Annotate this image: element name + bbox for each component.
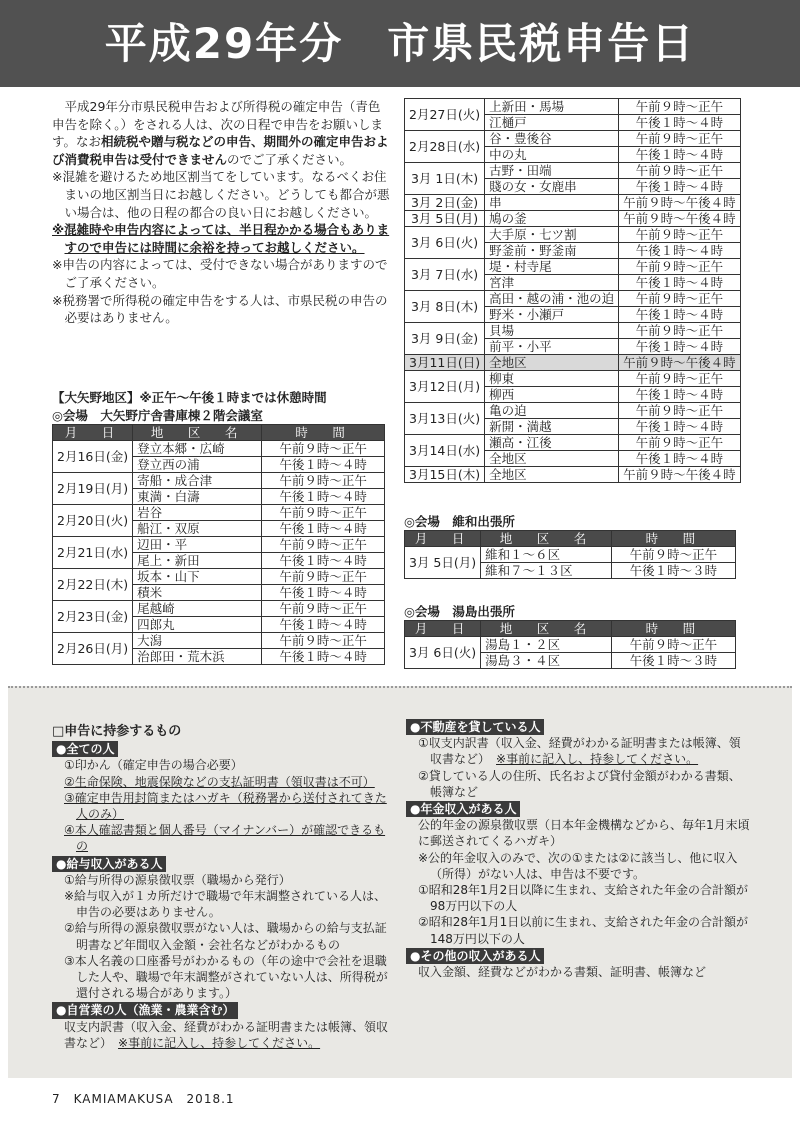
list-item: ②昭和28年1月1日以前に生まれ、支給された年金の合計額が148万円以下の人 (418, 915, 749, 946)
area-cell: 全地区 (485, 451, 619, 467)
area-cell: 維和７～１３区 (481, 563, 612, 579)
area-cell: 貝場 (485, 323, 619, 339)
date-cell: 3月 5日(月) (405, 211, 485, 227)
time-cell: 午前９時～正午 (619, 371, 741, 387)
list-item: ①給与所得の源泉徴収票（職場から発行） (64, 872, 291, 887)
time-cell: 午前９時～正午 (262, 537, 385, 553)
time-cell: 午後１時～４時 (262, 553, 385, 569)
time-cell: 午後１時～４時 (619, 419, 741, 435)
self-item-text: 収支内訳書（収入金、経費がわかる証明書または帳簿、領収書など） (64, 1019, 389, 1050)
area-cell: 辺田・平 (133, 537, 262, 553)
date-cell: 3月 6日(火) (405, 637, 481, 669)
self-item-note: ※事前に記入し、持参してください。 (118, 1035, 321, 1050)
time-cell: 午後１時～４時 (619, 339, 741, 355)
area-cell: 堤・村寺尾 (485, 259, 619, 275)
time-cell: 午後１時～４時 (262, 489, 385, 505)
date-cell: 2月16日(金) (53, 441, 133, 473)
niwa-venue: ◎会場 維和出張所 (404, 514, 515, 529)
yushima-venue: ◎会場 湯島出張所 (404, 604, 515, 619)
time-cell: 午後１時～４時 (619, 243, 741, 259)
note-time-warning: ※混雑時や申告内容によっては、半日程かかる場合もありますので申告には時間に余裕を持ってお越しください。 (52, 222, 390, 255)
date-cell: 3月14日(水) (405, 435, 485, 467)
time-cell: 午前９時～正午 (262, 473, 385, 489)
time-cell: 午前９時～正午 (619, 99, 741, 115)
area-cell: 積米 (133, 585, 262, 601)
list-item (406, 735, 752, 767)
table-row (53, 569, 385, 585)
table-row (405, 227, 741, 243)
area-cell: 東満・白濤 (133, 489, 262, 505)
yushima-schedule-table (404, 620, 736, 669)
col-time: 時 間 (611, 531, 735, 547)
time-cell: 午前９時～午後４時 (619, 355, 741, 371)
date-cell: 3月12日(月) (405, 371, 485, 403)
table-row (405, 435, 741, 451)
table-row (53, 601, 385, 617)
time-cell: 午前９時～午後４時 (619, 467, 741, 483)
time-cell: 午前９時～正午 (619, 403, 741, 419)
time-cell: 午前９時～正午 (262, 569, 385, 585)
table-row (405, 195, 741, 211)
intro-paragraph (52, 98, 392, 168)
area-cell: 野米・小瀬戸 (485, 307, 619, 323)
table-row (53, 473, 385, 489)
col-date: 月 日 (405, 621, 481, 637)
time-cell: 午後１時～４時 (262, 617, 385, 633)
time-cell: 午後１時～４時 (262, 521, 385, 537)
rent-item-text: ①収支内訳書（収入金、経費がわかる証明書または帳簿、領収書など） (418, 736, 741, 767)
table-row (53, 537, 385, 553)
date-cell: 3月13日(火) (405, 403, 485, 435)
area-cell: 岩谷 (133, 505, 262, 521)
table-row (405, 99, 741, 115)
date-cell: 3月 9日(金) (405, 323, 485, 355)
date-cell: 2月28日(水) (405, 131, 485, 163)
bring-left-column (52, 724, 392, 1051)
time-cell: 午後１時～４時 (619, 147, 741, 163)
area-cell: 船江・双原 (133, 521, 262, 537)
date-cell: 2月26日(月) (53, 633, 133, 665)
table-row (405, 163, 741, 179)
area-cell: 亀の迫 (485, 403, 619, 419)
time-cell: 午前９時～正午 (262, 633, 385, 649)
list-item: ③確定申告用封筒またはハガキ（税務署から送付されてきた人のみ） (64, 790, 387, 822)
time-cell: 午後１時～４時 (619, 307, 741, 323)
date-cell: 3月15日(木) (405, 467, 485, 483)
list-item: 公的年金の源泉徴収票（日本年金機構などから、毎年1月末頃に郵送されてくるハガキ） (418, 818, 750, 849)
date-cell: 2月20日(火) (53, 505, 133, 537)
time-cell: 午後１時～４時 (262, 585, 385, 601)
time-cell: 午前９時～正午 (262, 505, 385, 521)
area-cell: 前平・小平 (485, 339, 619, 355)
area-cell: 江樋戸 (485, 115, 619, 131)
time-cell: 午後１時～４時 (619, 451, 741, 467)
page-title: 平成29年分 市県民税申告日 (0, 0, 800, 87)
self-employed-heading: ●自営業の人（漁業・農業含む） (52, 1002, 238, 1018)
time-cell: 午前９時～正午 (619, 323, 741, 339)
oyano-venue: ◎会場 大矢野庁舎書庫棟２階会議室 (52, 408, 263, 423)
area-cell: 寄船・成合津 (133, 473, 262, 489)
area-cell: 登立本郷・広崎 (133, 441, 262, 457)
table-row (405, 467, 741, 483)
time-cell: 午前９時～正午 (611, 637, 735, 653)
area-cell: 湯島３・４区 (481, 653, 612, 669)
list-item: 収入金額、経費などがわかる書類、証明書、帳簿など (418, 965, 707, 980)
area-cell: 野釜前・野釜南 (485, 243, 619, 259)
table-row (405, 355, 741, 371)
time-cell: 午前９時～正午 (619, 435, 741, 451)
area-cell: 古野・田端 (485, 163, 619, 179)
date-cell: 2月21日(水) (53, 537, 133, 569)
intro-text: 平成29年分市県民税申告および所得税の確定申告（青色申告を除く。）をされる人は、次の日程で申告をお願いします。なお (52, 99, 384, 150)
time-cell: 午後１時～４時 (619, 275, 741, 291)
area-cell: 大手原・七ツ割 (485, 227, 619, 243)
time-cell: 午前９時～正午 (619, 163, 741, 179)
time-cell: 午後１時～４時 (619, 115, 741, 131)
time-cell: 午前９時～正午 (262, 441, 385, 457)
date-cell: 3月 1日(木) (405, 163, 485, 195)
table-row (405, 323, 741, 339)
area-cell: 新開・満越 (485, 419, 619, 435)
area-cell: 尾越崎 (133, 601, 262, 617)
oyano-schedule-table (52, 424, 385, 665)
date-cell: 3月11日(日) (405, 355, 485, 371)
area-cell: 瀬高・江後 (485, 435, 619, 451)
table-row (405, 259, 741, 275)
time-cell: 午前９時～正午 (619, 259, 741, 275)
time-cell: 午後１時～４時 (619, 179, 741, 195)
date-cell: 3月 7日(水) (405, 259, 485, 291)
rent-item-note: ※事前に記入し、持参してください。 (496, 752, 699, 767)
col-time: 時 間 (262, 425, 385, 441)
table-row (53, 505, 385, 521)
date-cell: 3月 2日(金) (405, 195, 485, 211)
col-area: 地 区 名 (133, 425, 262, 441)
time-cell: 午前９時～正午 (619, 227, 741, 243)
area-cell: 四郎丸 (133, 617, 262, 633)
area-cell: 全地区 (485, 355, 619, 371)
oyano-schedule-table-continued (404, 98, 741, 483)
pension-heading: ●年金収入がある人 (406, 801, 520, 817)
other-income-heading: ●その他の収入がある人 (406, 948, 544, 964)
date-cell: 3月 5日(月) (405, 547, 481, 579)
area-cell: 宮津 (485, 275, 619, 291)
page-footer: 7 KAMIAMAKUSA 2018.1 (52, 1092, 235, 1106)
date-cell: 2月19日(月) (53, 473, 133, 505)
date-cell: 2月27日(火) (405, 99, 485, 131)
intro-bold-text: 相続税や贈与税などの申告、期間外の確定申告および消費税申告は受付できません (52, 134, 389, 167)
time-cell: 午前９時～正午 (619, 131, 741, 147)
area-cell: 大潟 (133, 633, 262, 649)
area-cell: 坂本・山下 (133, 569, 262, 585)
intro (52, 98, 392, 327)
area-cell: 串 (485, 195, 619, 211)
list-item: ①印かん（確定申告の場合必要） (64, 758, 243, 773)
table-row (405, 211, 741, 227)
area-cell: 全地区 (485, 467, 619, 483)
bring-items-panel (8, 686, 792, 1078)
intro-text-end: のでご了承ください。 (227, 151, 353, 167)
time-cell: 午前９時～正午 (611, 547, 735, 563)
time-cell: 午後１時～４時 (262, 649, 385, 665)
niwa-schedule-table (404, 530, 736, 579)
col-area: 地 区 名 (481, 621, 612, 637)
time-cell: 午前９時～午後４時 (619, 195, 741, 211)
bring-title: □申告に持参するもの (52, 724, 182, 739)
time-cell: 午前９時～正午 (262, 601, 385, 617)
list-item: ③本人名義の口座番号がわかるもの（年の途中で会社を退職した人や、職場で年末調整がされていない人は、所得税が還付される場合があります。） (64, 953, 388, 1001)
table-row (53, 633, 385, 649)
list-item: ※公的年金収入のみで、次の①または②に該当し、他に収入（所得）がない人は、申告は不要です。 (418, 850, 738, 881)
oyano-area-heading (52, 388, 327, 424)
time-cell: 午後１時～３時 (611, 653, 735, 669)
col-date: 月 日 (53, 425, 133, 441)
list-item (52, 1019, 392, 1051)
area-cell: 湯島１・２区 (481, 637, 612, 653)
table-row (405, 291, 741, 307)
col-date: 月 日 (405, 531, 481, 547)
area-cell: 上新田・馬場 (485, 99, 619, 115)
all-people-heading: ●全ての人 (52, 741, 118, 757)
col-area: 地 区 名 (481, 531, 612, 547)
list-item: ②生命保険、地震保険などの支払証明書（領収書は不可） (64, 774, 375, 789)
note-area-assignment: ※混雑を避けるため地区割当てをしています。なるべくお住まいの地区割当日にお越しください。どうしても都合が悪い場合は、他の日程の都合の良い日にお越しください。 (52, 169, 390, 220)
rental-heading: ●不動産を貸している人 (406, 719, 544, 735)
area-cell: 柳西 (485, 387, 619, 403)
area-cell: 高田・越の浦・池の迫 (485, 291, 619, 307)
table-row (405, 371, 741, 387)
date-cell: 2月22日(木) (53, 569, 133, 601)
time-cell: 午後１時～４時 (262, 457, 385, 473)
area-cell: 鳩の釜 (485, 211, 619, 227)
time-cell: 午前９時～午後４時 (619, 211, 741, 227)
table-row (405, 547, 736, 563)
date-cell: 2月23日(金) (53, 601, 133, 633)
list-item: ※給与収入が１カ所だけで職場で年末調整されている人は、申告の必要はありません。 (64, 889, 387, 920)
note-tax-office: ※税務署で所得税の確定申告をする人は、市県民税の申告の必要はありません。 (52, 292, 388, 326)
date-cell: 3月 8日(木) (405, 291, 485, 323)
table-row (53, 441, 385, 457)
area-cell: 柳東 (485, 371, 619, 387)
area-cell: 賤の女・女鹿串 (485, 179, 619, 195)
time-cell: 午前９時～正午 (619, 291, 741, 307)
date-cell: 3月 6日(火) (405, 227, 485, 259)
oyano-title: 【大矢野地区】※正午～午後１時までは休憩時間 (52, 390, 327, 405)
list-item: ②給与所得の源泉徴収票がない人は、職場からの給与支払証明書など年間収入金額・会社名などがわかるもの (64, 921, 387, 952)
area-cell: 維和１～６区 (481, 547, 612, 563)
list-item: ④本人確認書類と個人番号（マイナンバー）が確認できるもの (64, 823, 386, 854)
time-cell: 午後１時～４時 (619, 387, 741, 403)
list-item: ①昭和28年1月2日以降に生まれ、支給された年金の合計額が98万円以下の人 (418, 883, 749, 914)
note-not-accepted: ※申告の内容によっては、受付できない場合がありますのでご了承ください。 (52, 257, 388, 290)
area-cell: 谷・豊後谷 (485, 131, 619, 147)
salary-heading: ●給与収入がある人 (52, 856, 166, 872)
table-row (405, 637, 736, 653)
area-cell: 登立西の浦 (133, 457, 262, 473)
list-item: ②貸している人の住所、氏名および貸付金額がわかる書類、帳簿など (418, 768, 741, 799)
area-cell: 尾上・新田 (133, 553, 262, 569)
area-cell: 治郎田・荒木浜 (133, 649, 262, 665)
area-cell: 中の丸 (485, 147, 619, 163)
time-cell: 午後１時～３時 (611, 563, 735, 579)
bring-right-column (406, 718, 752, 980)
col-time: 時 間 (611, 621, 735, 637)
table-row (405, 403, 741, 419)
table-row (405, 131, 741, 147)
